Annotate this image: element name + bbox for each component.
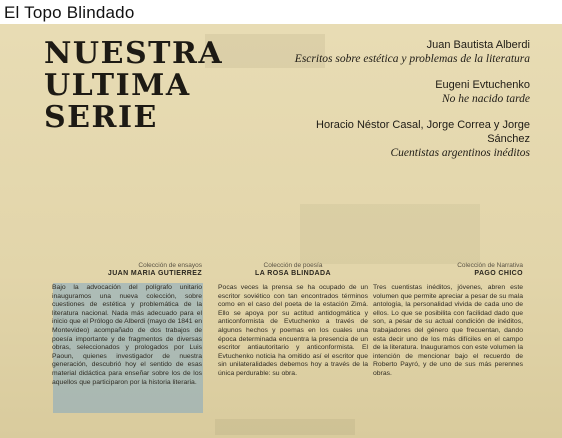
catalog-entry [280,118,530,160]
catalog-author: Eugeni Evtuchenko [435,79,530,91]
catalog-work: No he nacido tarde [441,93,530,105]
headline-line: NUESTRA [44,36,224,71]
column-editor: JUAN MARIA GUTIERREZ [107,270,202,277]
catalog-entry [280,78,530,106]
column-body: Bajo la advocación del polígrafo unitario inauguramos una nueva colección, sobre cuestiones de estética y problemática de la literatura nacional. Nada más adecuado para el inicio que el Prólogo de Alberdi (mayo de 1841 en Montevideo) acompañado de dos trabajos de poesía importante y de fragmentos de diversas obras, seleccionados y prologados por Luis Paoun, quienes investigador de nuestra generación, descubrió hoy el sentido de esas material didáctica para enseñar sobre los de los aquellos que participaron por la historia literaria. [52,284,203,386]
bleed-through-shape [215,419,355,435]
column-series: Colección de ensayos [138,262,202,269]
catalog-list [280,38,530,172]
column-essays [52,262,202,387]
bleed-through-shape [300,204,480,264]
headline [44,38,244,134]
catalog-work: Cuentistas argentinos inéditos [390,147,530,159]
column-series: Colección de poesía [263,262,323,269]
catalog-author: Horacio Néstor Casal, Jorge Correa y Jorge Sánchez [316,119,530,145]
site-title: El Topo Blindado [4,3,135,22]
column-body: Pocas veces la prensa se ha ocupado de un escritor soviético con tan encontrados términos como en el caso del poeta de la estación Zimá. Ello se apoya por su actitud antidogmática y anticonformista de Evtuchenko a través de algunos hechos y poemas en los cuales una época determinada encuentra la presencia de un escritor antiautoritario y anticonformista. El Evtuchenko noticia ha omitido así el escritor que sin unilateralidades debemos hoy a través de la única perdurable: su obra. [218,284,368,377]
catalog-entry [280,38,530,66]
headline-line: SERIE [44,100,158,135]
column-body: Tres cuentistas inéditos, jóvenes, abren este volumen que permite apreciar a pesar de su mala antología, la personalidad vivida de cada uno de ellos. Lo que se posibilita con facilidad dado que son, a pesar de su actual condición de inéditos, trabajadores del género que frecuentan, dando esta decir uno de los más difíciles en el campo de la literatura. Inauguramos con este volumen la intención de mencionar bajo el recuerdo de Roberto Payró, y de uno de sus más perennes obras. [373,284,523,377]
column-editor: PAGO CHICO [474,270,523,277]
column-series: Colección de Narrativa [457,262,523,269]
column-narrative [373,262,523,379]
headline-line: ULTIMA [44,68,191,103]
column-editor: LA ROSA BLINDADA [255,270,331,277]
column-poetry [218,262,368,379]
catalog-author: Juan Bautista Alberdi [426,39,530,51]
catalog-work: Escritos sobre estética y problemas de la literatura [294,53,530,65]
